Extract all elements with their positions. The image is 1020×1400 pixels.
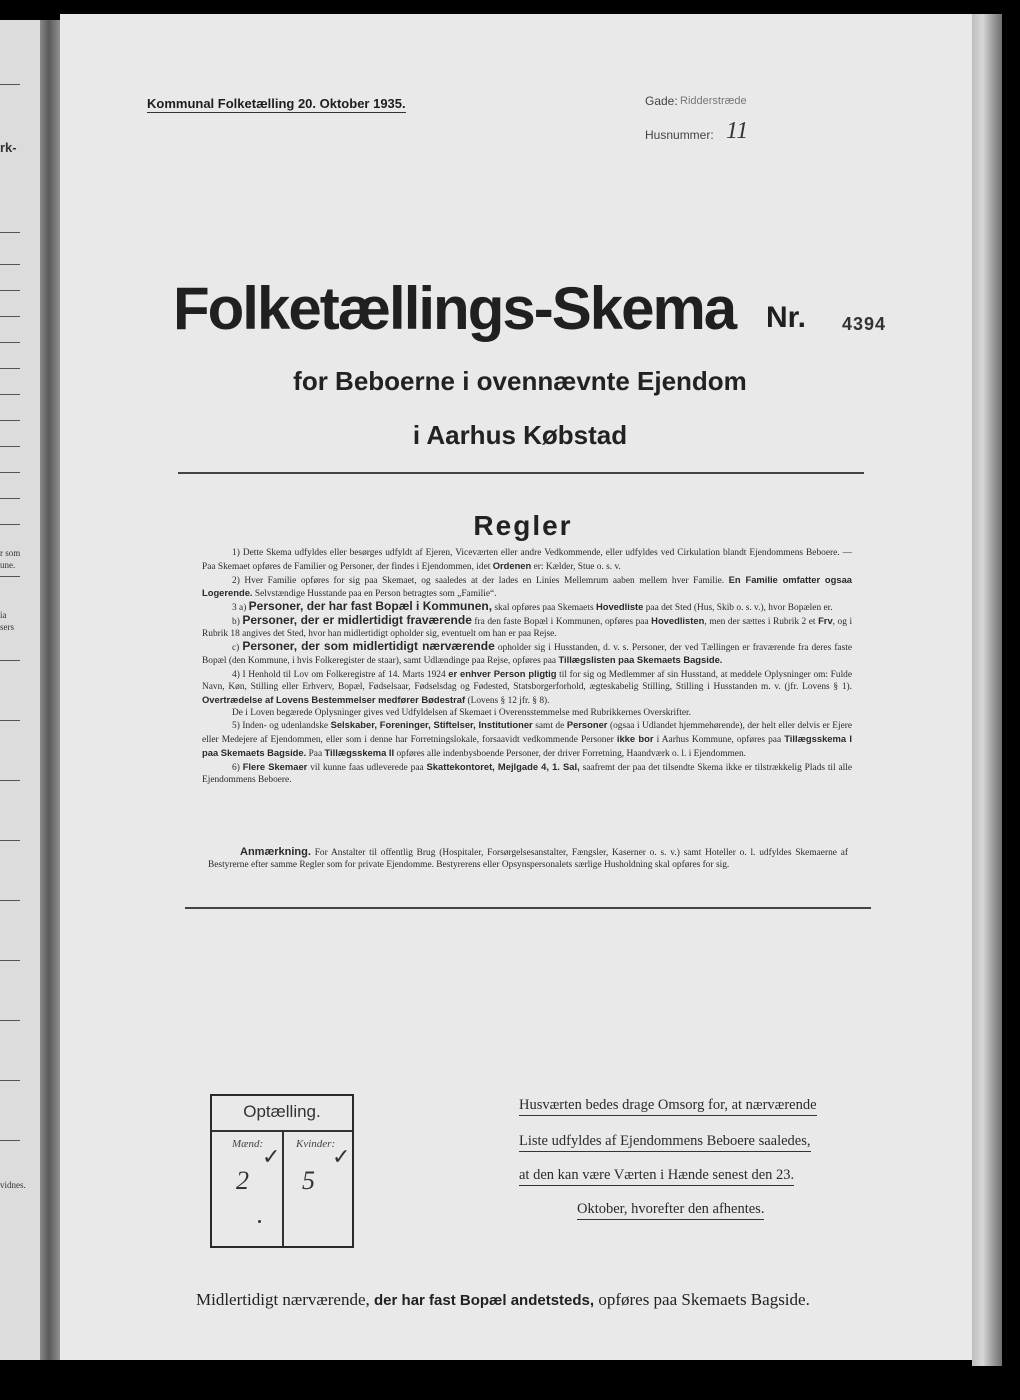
left-page-rule [0,498,20,499]
left-page-fragment: sers [0,622,14,632]
form-number-value: 4394 [842,314,887,334]
form-subtitle-line1: for Beboerne i ovennævnte Ejendom [293,366,747,396]
left-page-fragment: rk- [0,140,17,155]
street-value: Ridderstræde [680,95,747,107]
note-body: For Anstalter til offentlig Brug (Hospitaler, Forsørgelsesanstalter, Fængsler, Kaserner o. s. v.) samt Hoteller o. l. udfyldes Skemaerne af Bestyrerne efter samme Regler som for private Ejendomme. Bestyrerens eller Opsynspersonalets særlige Husholdning skal opføres for sig. [208,848,848,870]
rule-3c: c) Personer, der som midlertidigt nærværende opholder sig i Husstanden, d. v. s. Personer, der ved Tællingen er fraværende fra deres faste Bopæl (den Kommune, i hvis Folkeregister de staar), samt Udlændinge paa Rejse, opføres paa Tillægslisten paa Skemaets Bagside. [202,638,853,667]
house-number-value: 11 [726,118,749,144]
form-title: Folketællings-Skema [173,275,736,342]
women-count: 5 [302,1166,315,1195]
landlord-note-line: Husværten bedes drage Omsorg for, at nærværende [519,1097,817,1116]
rule-3a: 3 a) Personer, der har fast Bopæl i Kommunen, skal opføres paa Skemaets Hovedliste paa det Sted (Hus, Skib o. s. v.), hvor Bopælen er. [232,599,833,614]
landlord-note-line: at den kan være Værten i Hænde senest den 23. [519,1167,794,1186]
left-page-rule [0,1140,20,1141]
women-label: Kvinder: [296,1138,336,1150]
footer-note: Midlertidigt nærværende, der har fast Bopæl andetsteds, opføres paa Skemaets Bagside. [196,1290,810,1309]
left-page-fragment: r som [0,548,21,558]
left-page-rule [0,84,20,85]
check-mark-icon: ✓ [332,1144,351,1169]
check-mark-icon: ✓ [262,1144,281,1169]
form-subtitle-line2: i Aarhus Købstad [412,420,628,450]
census-header-title: Kommunal Folketælling 20. Oktober 1935. [147,96,406,111]
rules-heading: Regler [473,510,573,541]
rule-2: 2) Hver Familie opføres for sig paa Skemaet, og saaledes at der lades en Linies Mellemrum aaben mellem hver Familie. En Familie omfatter ogsaa Logerende. Selvstændige Husstande paa en Person betragtes som „Familie“. [202,573,852,600]
left-page-rule [0,576,20,577]
left-page-rule [0,1020,20,1021]
left-page-rule [0,264,20,265]
left-page-rule [0,342,20,343]
book-spine [40,20,62,1360]
left-page-rule [0,840,20,841]
left-page-rule [0,720,20,721]
house-number-label: Husnummer: [645,128,714,142]
divider-bottom [185,907,871,909]
left-page-rule [0,232,20,233]
left-page-fragment: vidnes. [0,1180,26,1190]
left-page-rule [0,316,20,317]
street-label: Gade: [645,94,678,108]
page-stack-edge [972,14,1002,1366]
rule-6: 6) Flere Skemaer vil kunne faas udleverede paa Skattekontoret, Mejlgade 4, 1. Sal, saafremt der paa det tilsendte Skema ikke er tilstrækkelig Plads til alle Ejendommens Beboere. [202,760,853,785]
tally-box [210,1094,354,1248]
left-page-rule [0,472,20,473]
left-page-rule [0,1080,20,1081]
note-heading: Anmærkning. [240,846,311,858]
left-page-rule [0,290,20,291]
left-page-rule [0,960,20,961]
divider-top [178,472,864,474]
landlord-note-line: Liste udfyldes af Ejendommens Beboere saaledes, [519,1133,811,1152]
tally-title: Optælling. [243,1102,321,1121]
rule-4-extra: De i Loven begærede Oplysninger gives ved Udfyldelsen af Skemaet i Overensstemmelse med Rubrikkernes Overskrifter. [232,707,691,718]
form-number-label: Nr. [766,301,807,334]
annotation-note [208,846,848,871]
left-page-rule [0,900,20,901]
rules-text [202,548,852,786]
men-count: 2 [236,1166,249,1195]
left-page-fragment: ia [0,610,7,620]
tally-column-divider [282,1130,284,1246]
men-label: Mænd: [232,1138,264,1150]
left-page-rule [0,660,20,661]
rule-3b: b) Personer, der er midlertidigt fraværende fra den faste Bopæl i Kommunen, opføres paa Hovedlisten, men der sættes i Rubrik 2 et Frv, og i Rubrik 18 angives det Sted, hvor han midlertidigt opholder sig, eventuelt om han er paa Rejse. [202,612,853,639]
rule-1: 1) Dette Skema udfyldes eller besørges udfyldt af Ejeren, Viceværten eller andre Vedkommende, eller udfyldes ved Cirkulation blandt Ejendommens Beboere. — Paa Skemaet opføres de Familier og Personer, der findes i Ejendommen, idet Ordenen er: Kælder, Stue o. s. v. [202,548,852,572]
left-page-fragment: une. [0,560,16,570]
left-page-rule [0,780,20,781]
rule-4: 4) I Henhold til Lov om Folkeregistre af 14. Marts 1924 er enhver Person pligtig til for sig og Medlemmer af sin Husstand, at meddele Oplysninger om: Fulde Navn, Køn, Stilling eller Erhverv, Bopæl, Fødselsaar, Fødselsdag og Fødested, Statsborgerforhold, ægteskabelig Stilling, Stilling i Husstanden m. v. (jfr. Lovens § 1). Overtrædelse af Lovens Bestemmelser medfører Bødestraf (Lovens § 12 jfr. § 8). [202,668,853,706]
landlord-note-line: Oktober, hvorefter den afhentes. [577,1201,764,1220]
ink-dot [258,1220,261,1223]
rule-5: 5) Inden- og udenlandske Selskaber, Foreninger, Stiftelser, Institutioner samt de Personer (ogsaa i Udlandet hjemmehørende), der helt eller delvis er Ejere eller Medejere af Ejendommen, eller som i denne har Forretningslokale, forsaavidt vedkommende Personer ikke bor i Aarhus Kommune, opføres paa Tillægsskema I paa Skemaets Bagside. Paa Tillægsskema II opføres alle indenbysboende Personer, der driver Forretning, Haandværk o. l. i Ejendommen. [202,719,853,759]
